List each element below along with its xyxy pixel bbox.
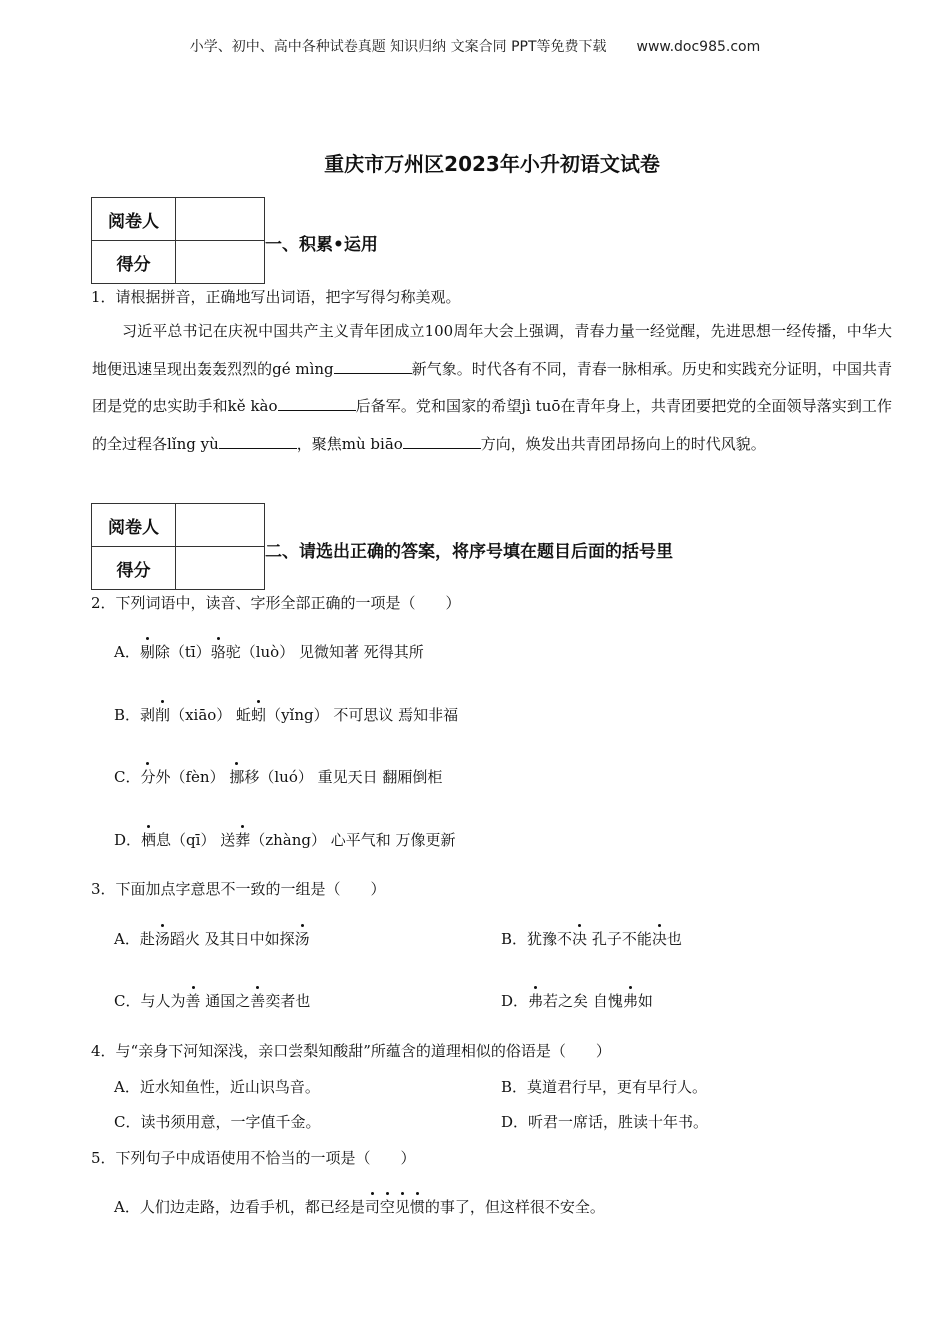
section2-heading: 二、请选出正确的答案，将序号填在题目后面的括号里 xyxy=(265,542,673,562)
dotted-char: 决 xyxy=(651,930,667,948)
dotted-char: 善 xyxy=(250,992,266,1010)
dotted-char: 栖 xyxy=(141,831,157,849)
q4-option-b[interactable]: B．莫道君行早，更有早行人。 xyxy=(501,1078,708,1096)
header-text: 小学、初中、高中各种试卷真题 知识归纳 文案合同 PPT等免费下载 xyxy=(189,39,607,55)
option-text: 剥 xyxy=(140,706,156,724)
q3-option-c[interactable] xyxy=(114,990,310,1011)
option-text: 的事了，但这样很不安全。 xyxy=(424,1198,605,1216)
reviewer-cell xyxy=(176,198,265,241)
option-text: 犹豫不 xyxy=(527,930,573,948)
q2-option-c[interactable] xyxy=(114,766,442,787)
option-text: 也 xyxy=(666,930,682,948)
option-prefix: A． xyxy=(114,930,140,948)
reviewer-label: 阅卷人 xyxy=(92,504,176,547)
option-text: 移（luó） 重见天日 翻厢倒柜 xyxy=(244,768,443,786)
q5-stem: 5．下列句子中成语使用不恰当的一项是（ ） xyxy=(91,1149,416,1167)
dotted-char: 削 xyxy=(155,706,171,724)
q1-passage-part: 后备军。党和国家的希望jì tuō在青年身上，共青团要把党的全面领导落实到工作的全过程各lǐng yù xyxy=(92,397,892,453)
reviewer-label: 阅卷人 xyxy=(92,198,176,241)
option-text: 驼（luò） 见微知著 死得其所 xyxy=(225,643,424,661)
answer-blank[interactable] xyxy=(219,434,297,449)
q1-passage-part: 方向，焕发出共青团昂扬向上的时代风貌。 xyxy=(480,434,766,453)
option-text: （xiāo） 蚯 xyxy=(170,706,252,724)
dotted-char: 分 xyxy=(140,768,156,786)
option-prefix: C． xyxy=(114,992,141,1010)
dotted-char: 决 xyxy=(572,930,588,948)
option-text: 奕者也 xyxy=(265,992,311,1010)
score-cell xyxy=(176,241,265,284)
option-prefix: A． xyxy=(114,1198,140,1216)
option-text: （yǐng） 不可思议 焉知非福 xyxy=(266,706,459,724)
q5-option-a[interactable] xyxy=(114,1196,605,1217)
q2-stem: 2．下列词语中，读音、字形全部正确的一项是（ ） xyxy=(91,594,461,612)
dotted-char: 司 xyxy=(364,1198,380,1216)
option-text: 如 xyxy=(637,992,653,1010)
q1-passage-part: ，聚焦mù biāo xyxy=(296,434,403,453)
header-site-link[interactable]: www.doc985.com xyxy=(636,39,761,55)
option-text: 若之矣 自愧 xyxy=(543,992,623,1010)
q2-option-a[interactable] xyxy=(114,641,424,662)
q4-option-c[interactable]: C．读书须用意，一字值千金。 xyxy=(114,1113,321,1131)
q4-stem: 4．与“亲身下河知深浅，亲口尝梨知酸甜”所蕴含的道理相似的俗语是（ ） xyxy=(91,1042,611,1060)
dotted-char: 葬 xyxy=(235,831,251,849)
grade-box-2 xyxy=(91,503,265,590)
q3-stem: 3．下面加点字意思不一致的一组是（ ） xyxy=(91,880,386,898)
q1-stem: 1．请根据拼音，正确地写出词语，把字写得匀称美观。 xyxy=(91,288,461,306)
grade-box-1 xyxy=(91,197,265,284)
q4-option-d[interactable]: D．听君一席话，胜读十年书。 xyxy=(501,1113,709,1131)
dotted-char: 剔 xyxy=(139,643,155,661)
answer-blank[interactable] xyxy=(278,396,356,411)
dotted-char: 弗 xyxy=(622,992,638,1010)
score-cell xyxy=(176,547,265,590)
option-text: 外（fèn） xyxy=(155,768,230,786)
option-prefix: C． xyxy=(114,768,141,786)
q1-passage xyxy=(92,313,892,463)
option-text: （zhàng） 心平气和 万像更新 xyxy=(250,831,456,849)
option-text: 蹈火 及其日中如探 xyxy=(169,930,295,948)
answer-blank[interactable] xyxy=(334,359,412,374)
page-header xyxy=(0,36,950,56)
option-text: 人们边走路，边看手机，都已经是 xyxy=(139,1198,365,1216)
dotted-char: 空 xyxy=(379,1198,395,1216)
reviewer-cell xyxy=(176,504,265,547)
option-text: 孔子不能 xyxy=(587,930,652,948)
dotted-char: 弗 xyxy=(528,992,544,1010)
q2-option-b[interactable] xyxy=(114,704,458,725)
score-label: 得分 xyxy=(92,547,176,590)
dotted-char: 善 xyxy=(185,992,201,1010)
dotted-char: 挪 xyxy=(229,768,245,786)
option-prefix: B． xyxy=(501,930,528,948)
option-text: 与人为 xyxy=(140,992,186,1010)
option-text: 息（qī） 送 xyxy=(156,831,236,849)
option-prefix: D． xyxy=(501,992,529,1010)
section1-heading: 一、积累•运用 xyxy=(265,235,378,255)
dotted-char: 汤 xyxy=(294,930,310,948)
q3-option-d[interactable] xyxy=(501,990,653,1011)
q3-option-a[interactable] xyxy=(114,928,310,949)
q2-option-d[interactable] xyxy=(114,829,456,850)
dotted-char: 见 xyxy=(394,1198,410,1216)
q3-option-b[interactable] xyxy=(501,928,682,949)
q1-passage-part: 习近平总书记在庆祝中国共产主义青年团成立100周年大会上强调，青春力量一经觉醒，先进思想一经传播，中华大地便迅速呈现出轰轰烈烈的gé mìng xyxy=(92,322,892,378)
answer-blank[interactable] xyxy=(403,434,481,449)
option-prefix: D． xyxy=(114,831,142,849)
dotted-char: 骆 xyxy=(210,643,226,661)
option-text: 赴 xyxy=(139,930,155,948)
dotted-char: 惯 xyxy=(409,1198,425,1216)
q1-passage-part: 新气象。时代各有不同，青春一脉相承。历史和实践充分证明，中国共青团是党的忠实助手和kě kào xyxy=(92,359,892,415)
option-prefix: A． xyxy=(114,643,140,661)
option-text: 除（tī） xyxy=(154,643,211,661)
page-title: 重庆市万州区2023年小升初语文试卷 xyxy=(324,152,660,176)
option-text: 通国之 xyxy=(200,992,251,1010)
option-prefix: B． xyxy=(114,706,141,724)
q4-option-a[interactable]: A．近水知鱼性，近山识鸟音。 xyxy=(114,1078,320,1096)
dotted-char: 蚓 xyxy=(251,706,267,724)
dotted-char: 汤 xyxy=(154,930,170,948)
score-label: 得分 xyxy=(92,241,176,284)
